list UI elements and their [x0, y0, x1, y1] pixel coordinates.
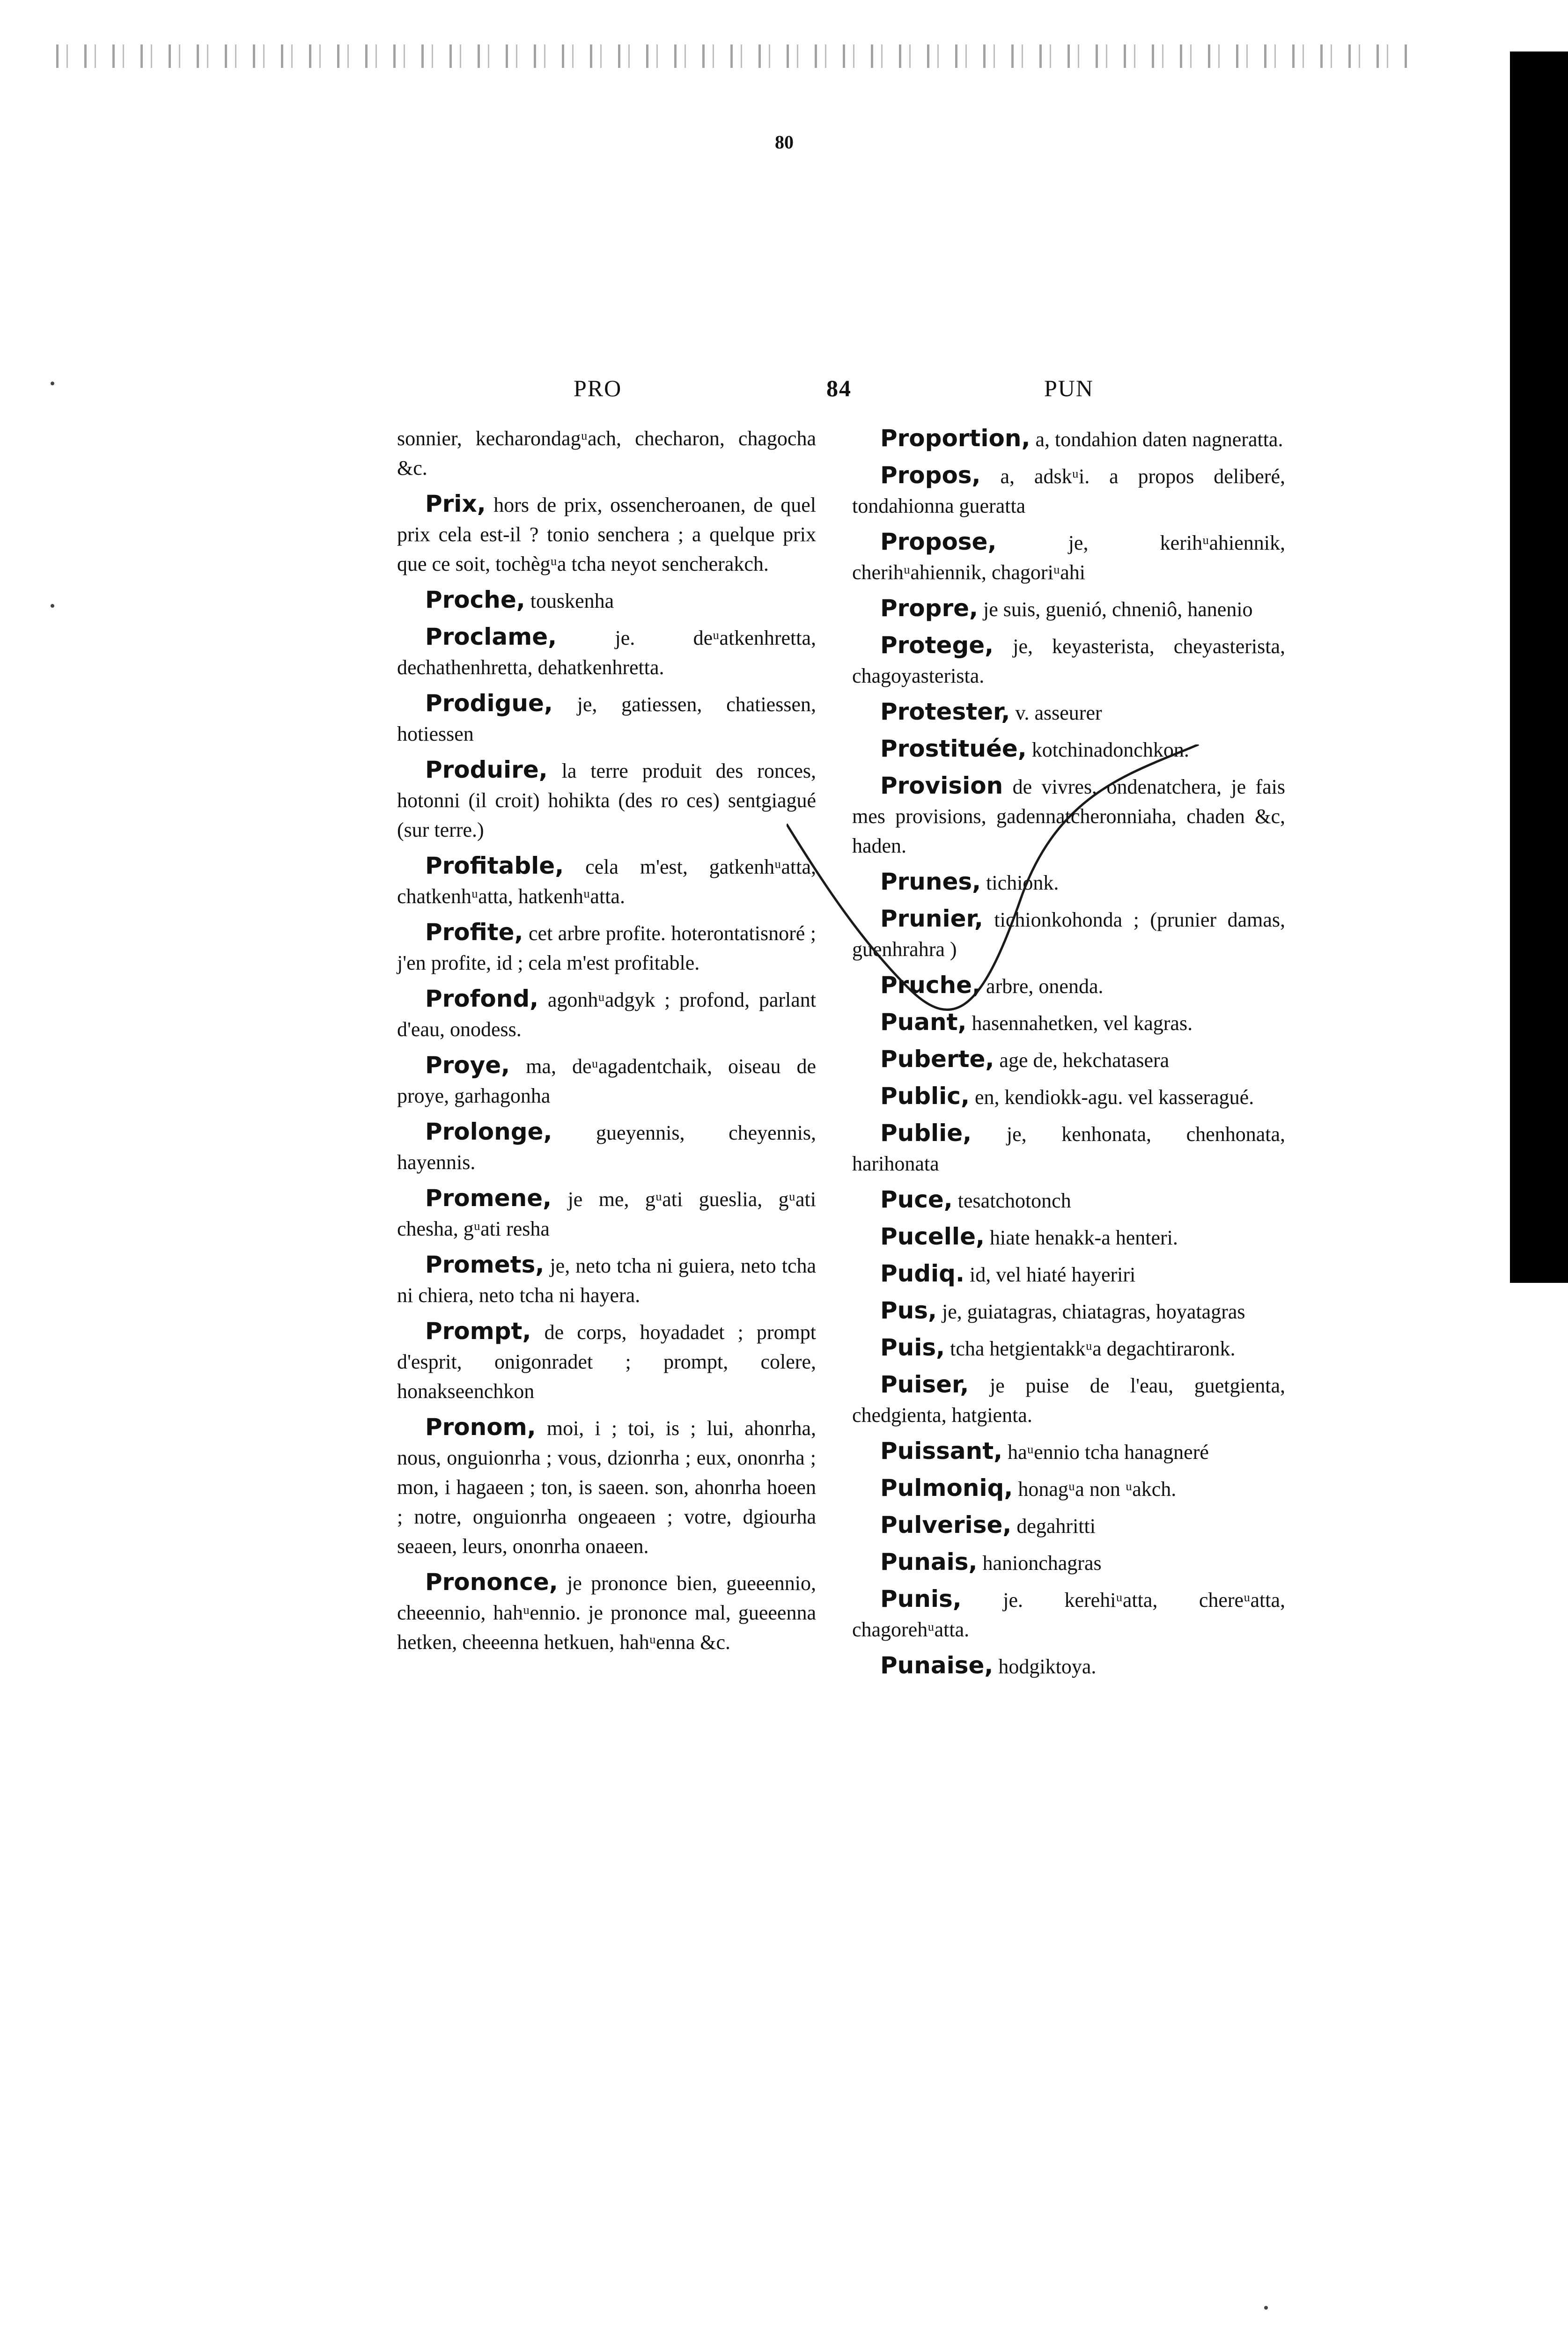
dictionary-entry: [852, 697, 1285, 728]
entry-definition: touskenha: [530, 589, 614, 612]
dictionary-entry: [397, 1413, 816, 1561]
entry-definition: a, tondahion daten nagneratta.: [1035, 428, 1283, 451]
running-head-left: PRO: [574, 375, 622, 401]
dictionary-entry: [852, 1547, 1285, 1578]
entry-headword: Proye,: [425, 1052, 510, 1079]
entry-definition: cet arbre profite. hoterontatisnoré ; j'en profite, id ; cela m'est profitable.: [397, 922, 816, 974]
entry-headword: Propos,: [880, 462, 981, 489]
dictionary-entry: [852, 631, 1285, 691]
entry-headword: Profite,: [425, 919, 523, 946]
dictionary-entry: [852, 771, 1285, 861]
left-column: [397, 424, 816, 1664]
entry-definition: tcha hetgientakkᵘa degachtiraronk.: [950, 1337, 1236, 1360]
entry-definition: v. asseurer: [1015, 701, 1102, 724]
dictionary-entry: [397, 984, 816, 1044]
entry-definition: de vivres, ondenatchera, je fais mes provisions, gadennatcheronniaha, chaden &c, haden.: [852, 775, 1286, 857]
entry-headword: Publie,: [880, 1119, 972, 1147]
dictionary-entry: [852, 1008, 1285, 1038]
scan-edge-bar: [1510, 52, 1568, 1283]
dictionary-entry: [852, 1473, 1285, 1504]
entry-definition: a, adskᵘi. a propos deliberé, tondahionna gueratta: [852, 465, 1285, 517]
entry-headword: Puiser,: [880, 1371, 969, 1398]
dictionary-entry: [397, 1051, 816, 1111]
page-number: 84: [826, 375, 852, 401]
entry-definition: hiate henakk-a henteri.: [989, 1226, 1178, 1249]
entry-definition: de corps, hoyadadet ; prompt d'esprit, onigonradet ; prompt, colere, honakseenchkon: [397, 1321, 817, 1403]
entry-headword: Prostituée,: [880, 735, 1027, 762]
entry-definition: je, gatiessen, chatiessen, hotiessen: [397, 693, 816, 745]
entry-headword: Prolonge,: [425, 1118, 552, 1145]
dictionary-entry: [397, 424, 816, 483]
dictionary-entry: [397, 1317, 816, 1406]
entry-headword: Prunes,: [880, 868, 981, 895]
dictionary-entry: [852, 734, 1285, 765]
dictionary-entry: [852, 1082, 1285, 1112]
entry-definition: haᵘennio tcha hanagneré: [1008, 1441, 1209, 1464]
entry-definition: je. kerehiᵘatta, chereᵘatta, chagorehᵘatta.: [852, 1589, 1286, 1641]
entry-headword: Pulverise,: [880, 1511, 1012, 1539]
dictionary-entry: [397, 622, 816, 682]
entry-definition: je suis, guenió, chneniô, hanenio: [983, 598, 1253, 621]
entry-headword: Puberte,: [880, 1045, 994, 1073]
dictionary-entry: [852, 1651, 1285, 1681]
dictionary-entry: [852, 1222, 1285, 1252]
entry-definition: ma, deᵘagadentchaik, oiseau de proye, garhagonha: [397, 1055, 816, 1107]
entry-headword: Protege,: [880, 632, 994, 659]
dictionary-entry: [397, 918, 816, 978]
entry-headword: Protester,: [880, 698, 1010, 725]
entry-definition: je, neto tcha ni guiera, neto tcha ni chiera, neto tcha ni hayera.: [397, 1254, 817, 1307]
folio-mark: 80: [775, 132, 794, 153]
entry-definition: tichionk.: [986, 871, 1059, 894]
entry-headword: Punaise,: [880, 1652, 994, 1679]
dictionary-entry: [852, 461, 1285, 521]
dictionary-entry: [852, 1119, 1285, 1178]
entry-headword: Punais,: [880, 1548, 978, 1575]
dictionary-entry: [852, 1584, 1285, 1644]
entry-headword: Provision: [880, 772, 1003, 799]
entry-headword: Puant,: [880, 1009, 967, 1036]
dictionary-entry: [852, 1510, 1285, 1541]
entry-headword: Pronom,: [425, 1413, 536, 1441]
entry-definition: tichionkohonda ; (prunier damas, guenhrahra ): [852, 908, 1285, 961]
entry-definition: gueyennis, cheyennis, hayennis.: [397, 1121, 816, 1174]
entry-definition: je, kenhonata, chenhonata, harihonata: [852, 1123, 1285, 1175]
entry-headword: Pudiq.: [880, 1260, 964, 1287]
entry-headword: Proche,: [425, 586, 525, 613]
dictionary-entry: [397, 1184, 816, 1244]
entry-definition: hasennahetken, vel kagras.: [972, 1012, 1193, 1035]
dictionary-entry: [852, 1370, 1285, 1430]
entry-definition: je prononce bien, gueeennio, cheeennio, hahᵘennio. je prononce mal, gueeenna hetken, cheeenna hetkuen, hahᵘenna &c.: [397, 1572, 817, 1654]
entry-definition: je, kerihᵘahiennik, cherihᵘahiennik, chagoriᵘahi: [852, 531, 1285, 584]
dictionary-entry: [852, 1333, 1285, 1363]
dictionary-entry: [852, 594, 1285, 624]
entry-definition: arbre, onenda.: [986, 975, 1104, 998]
dictionary-entry: [397, 851, 816, 911]
entry-headword: Prononce,: [425, 1568, 558, 1596]
entry-headword: Produire,: [425, 756, 548, 783]
entry-headword: Puissant,: [880, 1437, 1003, 1465]
entry-definition: hors de prix, ossencheroanen, de quel prix cela est-il ? tonio senchera ; a quelque prix que ce soit, tochègᵘa tcha neyot sencherakch.: [397, 493, 817, 575]
entry-headword: Pulmoniq,: [880, 1474, 1013, 1502]
entry-headword: Proclame,: [425, 623, 557, 650]
entry-definition: cela m'est, gatkenhᵘatta, chatkenhᵘatta, hatkenhᵘatta.: [397, 855, 816, 908]
margin-speck: [51, 604, 54, 608]
entry-definition: je me, gᵘati gueslia, gᵘati chesha, gᵘati resha: [397, 1188, 817, 1240]
entry-headword: Profond,: [425, 985, 539, 1012]
dictionary-entry: [852, 1436, 1285, 1467]
entry-headword: Promene,: [425, 1185, 552, 1212]
dictionary-entry: [852, 971, 1285, 1001]
entry-headword: Promets,: [425, 1251, 545, 1278]
entry-definition: id, vel hiaté hayeriri: [969, 1263, 1136, 1286]
dictionary-entry: [852, 1259, 1285, 1289]
entry-headword: Profitable,: [425, 852, 564, 879]
dictionary-entry: [397, 585, 816, 616]
dictionary-entry: [397, 1250, 816, 1310]
entry-definition: je, guiatagras, chiatagras, hoyatagras: [942, 1300, 1245, 1323]
entry-definition: hodgiktoya.: [998, 1655, 1097, 1678]
entry-headword: Prunier,: [880, 905, 983, 932]
entry-headword: Pruche,: [880, 972, 981, 999]
entry-headword: Punis,: [880, 1585, 962, 1612]
dictionary-entry: [852, 1296, 1285, 1326]
dictionary-entry: [397, 489, 816, 579]
entry-definition: agonhᵘadgyk ; profond, parlant d'eau, onodess.: [397, 988, 816, 1041]
dictionary-entry: [852, 867, 1285, 898]
entry-definition: honagᵘa non ᵘakch.: [1018, 1478, 1177, 1501]
scan-edge-noise: [56, 44, 1414, 68]
entry-headword: Public,: [880, 1082, 970, 1110]
entry-headword: Proportion,: [880, 425, 1031, 452]
entry-definition: sonnier, kecharondagᵘach, checharon, chagocha &c.: [397, 427, 816, 479]
entry-definition: la terre produit des ronces, hotonni (il croit) hohikta (des ro ces) sentgiagué (sur terre.): [397, 759, 817, 841]
entry-headword: Prix,: [425, 490, 486, 517]
entry-definition: hanionchagras: [982, 1552, 1102, 1575]
entry-definition: je, keyasterista, cheyasterista, chagoyasterista.: [852, 635, 1286, 687]
entry-definition: je puise de l'eau, guetgienta, chedgienta, hatgienta.: [852, 1374, 1286, 1427]
margin-speck: [51, 382, 54, 385]
entry-headword: Pus,: [880, 1297, 937, 1324]
entry-headword: Puce,: [880, 1186, 953, 1213]
dictionary-entry: [397, 755, 816, 845]
running-head-right: PUN: [1044, 375, 1094, 401]
dictionary-entry: [397, 1117, 816, 1177]
entry-definition: kotchinadonchkon.: [1031, 738, 1189, 761]
dictionary-entry: [852, 424, 1285, 454]
dictionary-entry: [397, 1568, 816, 1657]
entry-headword: Pucelle,: [880, 1223, 985, 1250]
entry-definition: tesatchotonch: [957, 1189, 1071, 1212]
entry-headword: Prompt,: [425, 1318, 531, 1345]
entry-definition: en, kendiokk-agu. vel kasseragué.: [974, 1086, 1254, 1109]
entry-headword: Propose,: [880, 528, 997, 555]
entry-definition: je. deᵘatkenhretta, dechathenhretta, dehatkenhretta.: [397, 626, 816, 679]
entry-definition: degahritti: [1016, 1515, 1096, 1538]
dictionary-entry: [852, 904, 1285, 964]
right-column: [852, 424, 1285, 1688]
entry-headword: Propre,: [880, 595, 979, 622]
entry-definition: moi, i ; toi, is ; lui, ahonrha, nous, onguionrha ; vous, dzionrha ; eux, ononrha ; mon, i hagaeen ; ton, is saeen. son, ahonrha hoeen ; notre, onguionrha ongeaeen ; votre, dgiourha seaeen, leurs, ononrha onaeen.: [397, 1417, 816, 1558]
dictionary-entry: [852, 527, 1285, 587]
dictionary-entry: [397, 689, 816, 749]
entry-definition: age de, hekchatasera: [999, 1049, 1170, 1072]
dictionary-entry: [852, 1185, 1285, 1215]
margin-speck: [1264, 2306, 1268, 2310]
entry-headword: Puis,: [880, 1334, 945, 1361]
dictionary-entry: [852, 1045, 1285, 1075]
entry-headword: Prodigue,: [425, 690, 553, 717]
